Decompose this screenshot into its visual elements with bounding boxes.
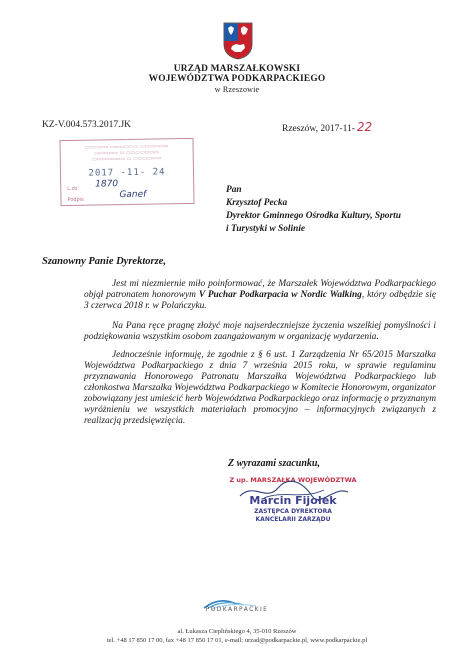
- body-paragraph-3: Jednocześnie informuję, że zgodnie z § 6 ust. 1 Zarządzenia Nr 65/2015 Marszałka Województwa Podkarpackiego z dnia 7 września 2015 roku, w sprawie regulaminu przyznawania Honorowego Patronatu Marszałka Województwa Podkarpackiego lub członkostwa Marszałka Województwa Podkarpackiego w Komitecie Honorowym, organizator zobowiązany jest umieścić herb Województwa Podkarpackiego oraz informację o przyznanym wyróżnieniu we wszystkich materiałach promocyjno – informacyjnych związanych z realizacją przedsięwzięcia.: [84, 350, 436, 426]
- signature-stamp-line4: KANCELARII ZARZĄDU: [255, 516, 331, 523]
- stamp-number-label: L.dz.: [67, 185, 80, 193]
- footer-brand: PODKARPACKIE: [205, 606, 269, 613]
- body-p1-text-a: Jest mi niezmiernie miło poinformować, że Marszałek Województwa Podkarpackiego objął patronatem honorowym: [84, 279, 436, 300]
- office-name-line1: URZĄD MARSZAŁKOWSKI: [173, 64, 301, 74]
- reception-stamp: [59, 138, 194, 206]
- date-handwritten-day: 22: [356, 120, 373, 134]
- date-printed: Rzeszów, 2017-11-: [282, 124, 355, 134]
- stamp-signature-value: Ganef: [119, 189, 147, 201]
- salutation: Szanowny Panie Dyrektorze,: [42, 256, 166, 267]
- office-name-line2: WOJEWÓDZTWA PODKARPACKIEGO: [148, 74, 326, 84]
- stamp-number-value: 1870: [95, 179, 119, 190]
- office-city: w Rzeszowie: [214, 85, 260, 94]
- stamp-faded-text: ▭▭▭▭▭ ▭ ▭▭▭▭▭▭▭: [94, 149, 160, 157]
- recipient-position-line1: Dyrektor Gminnego Ośrodka Kultury, Sportu: [226, 211, 401, 221]
- signature-stamp-name: Marcin Fijołek: [249, 494, 337, 507]
- event-name: V Puchar Podkarpacia w Nordic Walking: [198, 290, 362, 300]
- reference-number: KZ-V.004.573.2017.JK: [42, 120, 132, 130]
- stamp-faded-text: ▭▭▭▭▭ ▭▭▭▭▭▭ ▭▭▭▭▭▭: [84, 143, 169, 151]
- footer-contact: tel. +48 17 850 17 00, fax +48 17 850 17 01, e-mail: urzad@podkarpackie.pl, www.podkarpackie.pl: [106, 637, 368, 644]
- body-paragraph-1: [84, 279, 436, 312]
- signature-stamp-line3: ZASTĘPCA DYREKTORA: [254, 508, 332, 515]
- stamp-date: 2017 -11- 24: [88, 167, 166, 179]
- signature-stamp: [228, 476, 358, 536]
- stamp-signature-label: Podpis: [67, 196, 84, 204]
- signature-stamp-line1: Z up. MARSZAŁKA WOJEWÓDZTWA: [229, 476, 357, 484]
- place-and-date: [282, 120, 372, 134]
- closing-phrase: Z wyrazami szacunku,: [228, 458, 320, 469]
- stamp-faded-text: ▭▭▭▭▭▭▭ ▭ ▭▭▭▭▭▭: [92, 155, 162, 163]
- recipient-name: Krzysztof Pecka: [226, 198, 288, 208]
- footer-address: al. Łukasza Cieplińskiego 4, 35-010 Rzeszów: [177, 628, 297, 635]
- body-p1-text-b: , który odbędzie się 3 czerwca 2018 r. w Polańczyku.: [84, 290, 436, 311]
- recipient-position-line2: i Turystyki w Solinie: [226, 224, 306, 234]
- recipient-title: Pan: [226, 185, 242, 195]
- body-paragraph-2: Na Pana ręce pragnę złożyć moje najserdeczniejsze życzenia wszelkiej pomyślności i podziękowania wszystkim osobom zaangażowanym w organizację wydarzenia.: [84, 321, 436, 342]
- coat-of-arms-icon: [223, 22, 253, 60]
